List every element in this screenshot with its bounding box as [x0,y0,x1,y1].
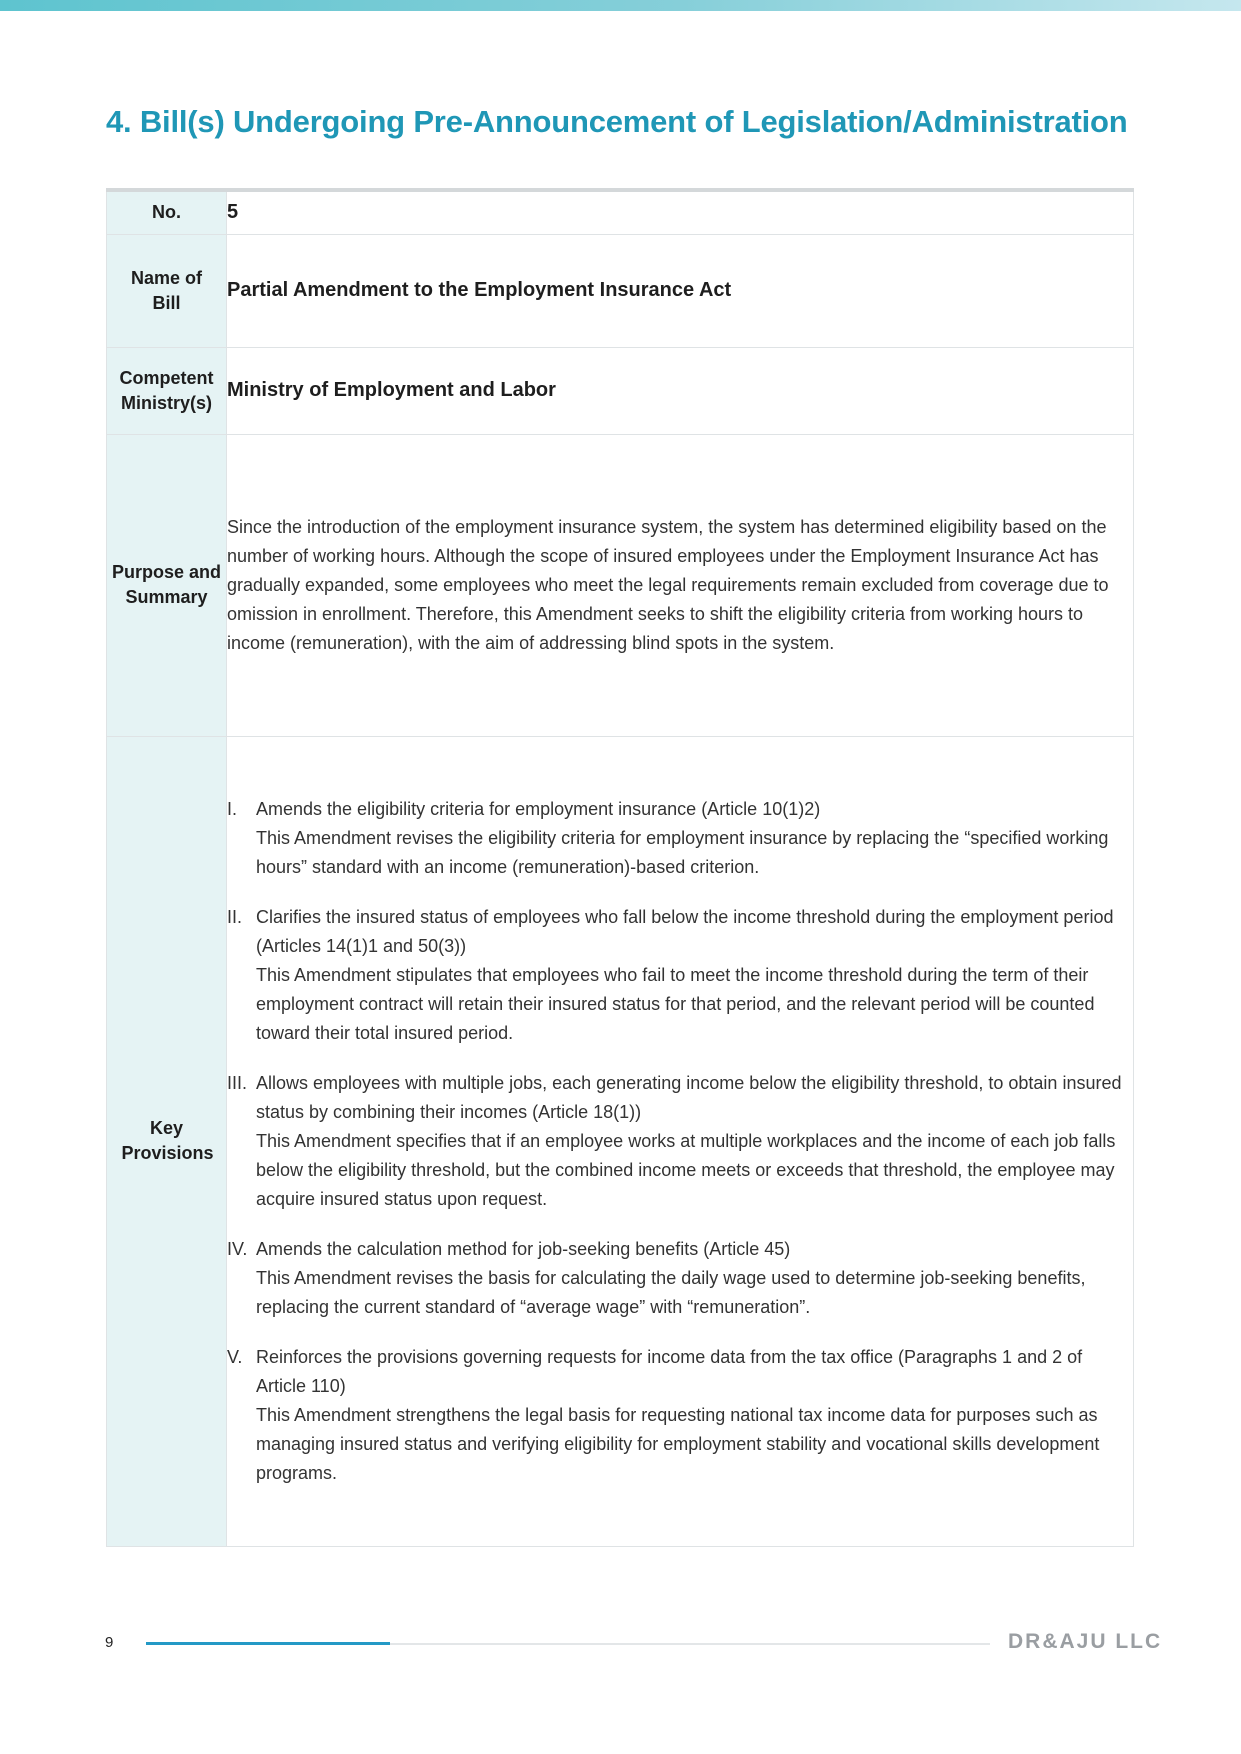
provision-item [227,1235,1133,1322]
provision-numeral: V. [227,1346,243,1367]
value-number: 5 [227,190,1134,234]
provision-heading: Clarifies the insured status of employees who fall below the income threshold during the employment period (Articles 14(1)1 and 50(3)) [256,906,1114,956]
provision-numeral: I. [227,798,238,819]
bill-table [106,188,1134,1547]
provision-heading: Amends the eligibility criteria for employment insurance (Article 10(1)2) [256,798,821,819]
provision-heading: Amends the calculation method for job-seeking benefits (Article 45) [256,1238,791,1259]
label-key-provisions-text: Key Provisions [121,1118,214,1163]
row-bill-name [107,234,1134,347]
label-bill-name [107,234,227,347]
provision-numeral: II. [227,906,243,927]
value-bill-name: Partial Amendment to the Employment Insurance Act [227,234,1134,347]
row-key-provisions [107,736,1134,1546]
provision-numeral: III. [227,1072,248,1093]
page-number: 9 [105,1634,114,1651]
provision-item [227,795,1133,882]
row-ministry [107,347,1134,434]
row-purpose [107,434,1134,736]
provision-body: This Amendment stipulates that employees who fail to meet the income threshold during the term of their employment contract will retain their insured status for that period, and the relevant period will be counted toward their total insured period. [256,964,1095,1043]
provision-heading: Allows employees with multiple jobs, each generating income below the eligibility threshold, to obtain insured status by combining their incomes (Article 18(1)) [256,1072,1122,1122]
provision-numeral: IV. [227,1238,248,1259]
label-key-provisions [107,736,227,1546]
value-key-provisions [227,736,1134,1546]
label-ministry [107,347,227,434]
provision-body: This Amendment strengthens the legal basis for requesting national tax income data for purposes such as managing insured status and verifying eligibility for employment stability and vocational skills development programs. [256,1404,1100,1483]
label-bill-name-text: Name of Bill [130,267,202,313]
provision-item [227,1069,1133,1214]
label-purpose-text: Purpose and Summary [111,562,222,607]
value-purpose [227,434,1134,736]
provision-body: This Amendment revises the basis for calculating the daily wage used to determine job-seeking benefits, replacing the current standard of “average wage” with “remuneration”. [256,1267,1086,1317]
label-purpose [107,434,227,736]
provision-body: This Amendment revises the eligibility criteria for employment insurance by replacing the “specified working hours” standard with an income (remuneration)-based criterion. [256,827,1109,877]
provision-item [227,1343,1133,1488]
provision-heading: Reinforces the provisions governing requests for income data from the tax office (Paragraphs 1 and 2 of Article 110) [256,1346,1083,1396]
brand-logo: DR&AJU LLC [1008,1630,1163,1653]
top-accent-bar [0,0,1241,11]
provision-body: This Amendment specifies that if an employee works at multiple workplaces and the income of each job falls below the eligibility threshold, but the combined income meets or exceeds that threshold, the employee may acquire insured status upon request. [256,1130,1116,1209]
value-ministry: Ministry of Employment and Labor [227,347,1134,434]
label-number: No. [107,190,227,234]
label-ministry-text: Competent Ministry(s) [119,367,214,413]
page-title: 4. Bill(s) Undergoing Pre-Announcement of Legislation/Administration [106,104,1128,139]
footer-progress-bar [146,1642,390,1645]
purpose-summary-text: Since the introduction of the employment insurance system, the system has determined eligibility based on the number of working hours. Although the scope of insured employees under the Employment Insurance Act has gradually expanded, some employees who meet the legal requirements remain excluded from coverage due to omission in enrollment. Therefore, this Amendment seeks to shift the eligibility criteria from working hours to income (remuneration), with the aim of addressing blind spots in the system. [227,516,1109,653]
row-number [107,190,1134,234]
provision-item [227,903,1133,1048]
provisions-list [227,795,1133,1488]
